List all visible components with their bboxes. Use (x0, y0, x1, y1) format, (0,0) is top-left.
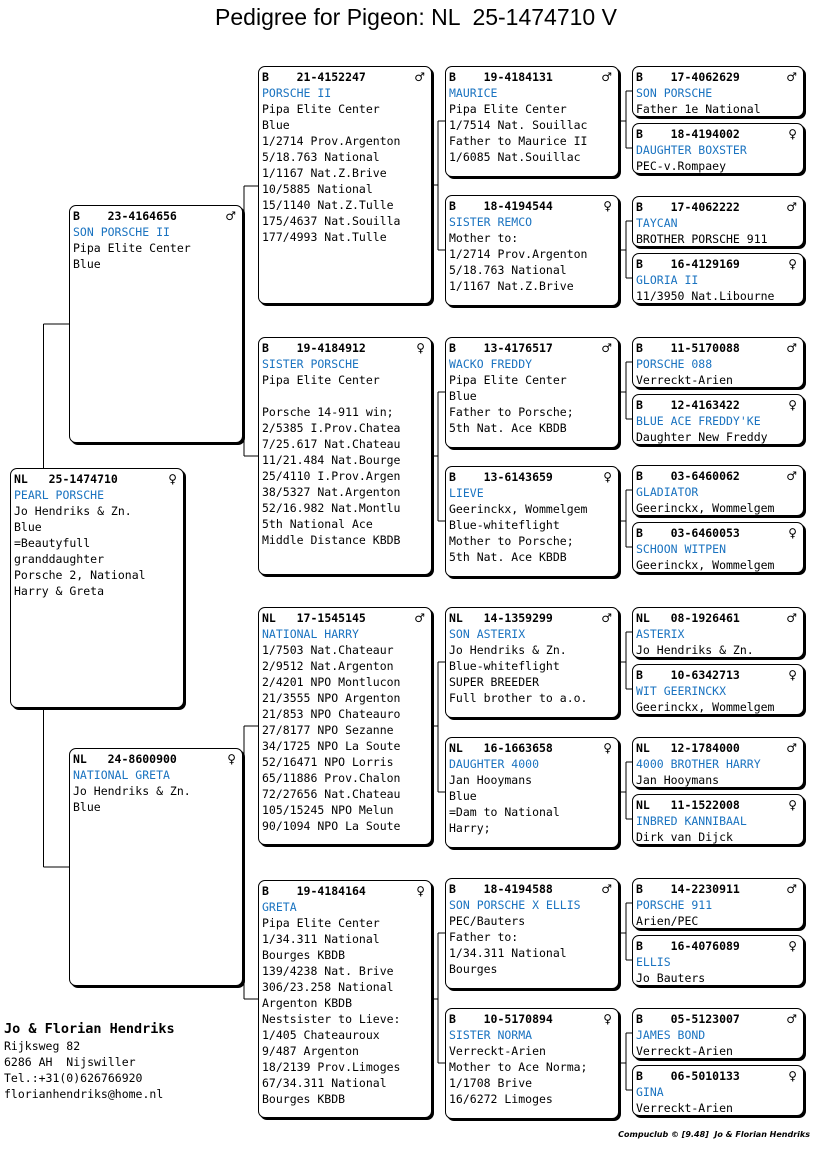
pigeon-ring-number (636, 1068, 800, 1084)
pigeon-ring: 13-4176517 (483, 341, 553, 355)
pigeon-name: INBRED KANNIBAAL (636, 814, 747, 828)
pigeon-ring-number (636, 667, 800, 683)
pigeon-info-line: Father to Maurice II (449, 134, 588, 148)
pigeon-country-code: B (636, 200, 643, 214)
pigeon-ring-number (73, 208, 239, 224)
male-symbol-icon: ♂ (786, 741, 797, 755)
pigeon-info-line: 15/1140 Nat.Z.Tulle (262, 198, 394, 212)
male-symbol-icon: ♂ (786, 882, 797, 896)
pigeon-country-code: B (449, 882, 456, 896)
pigeon-ring-number (636, 69, 800, 85)
pigeon-ring: 11-5170088 (670, 341, 740, 355)
pigeon-info-line: 52/16471 NPO Lorris (262, 755, 394, 769)
pigeon-ring-number (636, 797, 800, 813)
pigeon-info-line: Middle Distance KBDB (262, 533, 401, 547)
pigeon-country-code: B (73, 209, 80, 223)
pigeon-ring: 21-4152247 (296, 70, 366, 84)
pigeon-info-line: Harry; (449, 821, 491, 835)
pigeon-ring-number (262, 340, 428, 356)
male-symbol-icon: ♂ (786, 1012, 797, 1026)
pigeon-info-line: Pipa Elite Center (262, 373, 380, 387)
pigeon-info-line: Jo Bauters (636, 971, 706, 985)
pigeon-name: LIEVE (449, 486, 484, 500)
pigeon-info-line: Geerinckx, Wommelgem (636, 501, 775, 515)
pigeon-info-line: =Beautyfull (14, 536, 91, 550)
female-symbol-icon: ♀ (788, 668, 797, 682)
female-symbol-icon: ♀ (788, 526, 797, 540)
pigeon-info-line: Verreckt-Arien (636, 1044, 733, 1058)
pigeon-ring: 14-2230911 (670, 882, 740, 896)
pigeon-card-dds[interactable] (445, 878, 619, 989)
male-symbol-icon: ♂ (786, 200, 797, 214)
pigeon-ring-number (636, 199, 800, 215)
pigeon-name: 4000 BROTHER HARRY (636, 757, 761, 771)
pigeon-info-line: 177/4993 Nat.Tulle (262, 230, 387, 244)
pigeon-name: GRETA (262, 900, 297, 914)
male-symbol-icon: ♂ (601, 882, 612, 896)
pigeon-info-line: 1/1167 Nat.Z.Brive (449, 279, 574, 293)
pigeon-name: SON PORSCHE II (73, 225, 170, 239)
pigeon-info-line: Bourges (449, 962, 498, 976)
pigeon-info-line: Bourges KBDB (262, 1092, 346, 1106)
pigeon-name: SON PORSCHE X ELLIS (449, 898, 581, 912)
pigeon-ring-number (636, 468, 800, 484)
pigeon-info-line: Father 1e National (636, 102, 761, 116)
male-symbol-icon: ♂ (786, 70, 797, 84)
pigeon-country-code: NL (636, 741, 650, 755)
female-symbol-icon: ♀ (416, 341, 425, 355)
pigeon-name: TAYCAN (636, 216, 678, 230)
pigeon-info-line: =Dam to National (449, 805, 560, 819)
pigeon-name: JAMES BOND (636, 1028, 706, 1042)
pigeon-ring: 06-5010133 (670, 1069, 740, 1083)
pigeon-ring-number (636, 525, 800, 541)
pigeon-info-line: 34/1725 NPO La Soute (262, 739, 401, 753)
pigeon-info-line: 5th Nat. Ace KBDB (449, 421, 567, 435)
pigeon-name: DAUGHTER BOXSTER (636, 143, 747, 157)
pigeon-ring: 03-6460053 (670, 526, 740, 540)
pigeon-ring: 17-1545145 (296, 611, 366, 625)
pigeon-name: BLUE ACE FREDDY'KE (636, 414, 761, 428)
pigeon-ring-number (449, 340, 615, 356)
pigeon-info-line: PEC/Bauters (449, 914, 526, 928)
pigeon-country-code: B (262, 70, 269, 84)
female-symbol-icon: ♀ (788, 1069, 797, 1083)
pigeon-info-line: 5th National Ace (262, 517, 373, 531)
pigeon-card-ssds[interactable] (632, 196, 804, 247)
pigeon-country-code: B (636, 127, 643, 141)
pigeon-card-sss[interactable] (445, 66, 619, 177)
pigeon-country-code: B (636, 668, 643, 682)
pigeon-card-sssd[interactable] (632, 123, 804, 174)
pigeon-name: GINA (636, 1085, 664, 1099)
female-symbol-icon: ♀ (603, 470, 612, 484)
pigeon-info-line: 1/2714 Prov.Argenton (262, 134, 401, 148)
pigeon-ring-number (73, 751, 239, 767)
male-symbol-icon: ♂ (786, 611, 797, 625)
pigeon-name: PORSCHE 911 (636, 898, 713, 912)
pigeon-info-line: 5/18.763 National (262, 150, 380, 164)
pigeon-country-code: B (449, 470, 456, 484)
pigeon-info-line: 18/2139 Prov.Limoges (262, 1060, 401, 1074)
pigeon-country-code: B (636, 341, 643, 355)
pigeon-ring: 23-4164656 (107, 209, 177, 223)
pigeon-info-line: Geerinckx, Wommelgem (636, 700, 775, 714)
pigeon-card-dsds[interactable] (632, 737, 804, 788)
pigeon-info-line: Pipa Elite Center (262, 102, 380, 116)
pigeon-name: SISTER NORMA (449, 1028, 533, 1042)
pigeon-info-line: Blue (449, 389, 477, 403)
pigeon-info-line: Mother to: (449, 231, 519, 245)
pigeon-ring-number (449, 881, 615, 897)
pigeon-ring-number (636, 740, 800, 756)
pigeon-country-code: NL (73, 752, 87, 766)
pigeon-info-line: PEC-v.Rompaey (636, 159, 727, 173)
page-title: Pedigree for Pigeon: NL 25-1474710 V (215, 4, 617, 30)
pigeon-info-line (262, 388, 428, 404)
pigeon-card-sire[interactable] (69, 205, 243, 443)
pigeon-card-ss[interactable] (258, 66, 432, 304)
female-symbol-icon: ♀ (603, 1012, 612, 1026)
female-symbol-icon: ♀ (788, 939, 797, 953)
pigeon-ring: 18-4194002 (670, 127, 740, 141)
pigeon-name: WIT GEERINCKX (636, 684, 727, 698)
pigeon-info-line: 11/21.484 Nat.Bourge (262, 453, 401, 467)
pigeon-card-sdss[interactable] (632, 337, 804, 388)
pigeon-ring: 13-6143659 (483, 470, 553, 484)
pigeon-info-line: Nestsister to Lieve: (262, 1012, 401, 1026)
pigeon-card-sd[interactable] (258, 337, 432, 575)
pigeon-info-line: 16/6272 Limoges (449, 1092, 553, 1106)
pigeon-info-line: Arien/PEC (636, 914, 699, 928)
pigeon-info-line: 65/11886 Prov.Chalon (262, 771, 401, 785)
pigeon-country-code: B (636, 257, 643, 271)
pigeon-country-code: B (636, 70, 643, 84)
pigeon-info-line: 38/5327 Nat.Argenton (262, 485, 401, 499)
pigeon-info-line: 67/34.311 National (262, 1076, 387, 1090)
pigeon-info-line: 7/25.617 Nat.Chateau (262, 437, 401, 451)
pigeon-card-ddss[interactable] (632, 878, 804, 929)
pigeon-ring: 10-6342713 (670, 668, 740, 682)
pigeon-name: NATIONAL HARRY (262, 627, 359, 641)
female-symbol-icon: ♀ (603, 741, 612, 755)
pigeon-card-sds[interactable] (445, 337, 619, 448)
pigeon-ring-number (636, 397, 800, 413)
pigeon-card-sdd[interactable] (445, 466, 619, 577)
pigeon-info-line: 1/6085 Nat.Souillac (449, 150, 581, 164)
pigeon-info-line: Blue-whiteflight (449, 518, 560, 532)
pigeon-name: MAURICE (449, 86, 498, 100)
pigeon-country-code: B (636, 939, 643, 953)
pigeon-card-ssdd[interactable] (632, 253, 804, 304)
pigeon-ring: 14-1359299 (483, 611, 553, 625)
pigeon-info-line: Bourges KBDB (262, 948, 346, 962)
pigeon-info-line: Blue-whiteflight (449, 659, 560, 673)
pigeon-name: SON PORSCHE (636, 86, 713, 100)
pigeon-ring-number (262, 69, 428, 85)
pigeon-info-line: SUPER BREEDER (449, 675, 540, 689)
pigeon-info-line: Jan Hooymans (636, 773, 720, 787)
pigeon-ring: 24-8600900 (107, 752, 177, 766)
pigeon-country-code: NL (449, 741, 463, 755)
pigeon-card-dss[interactable] (445, 607, 619, 718)
pigeon-ring-number (636, 256, 800, 272)
pigeon-country-code: B (636, 469, 643, 483)
pigeon-country-code: B (449, 199, 456, 213)
pigeon-info-line: Blue (14, 520, 42, 534)
pigeon-card-ddsd[interactable] (632, 935, 804, 986)
pigeon-info-line: Pipa Elite Center (449, 373, 567, 387)
pigeon-info-line: 5th Nat. Ace KBDB (449, 550, 567, 564)
breeder-info (4, 1020, 175, 1102)
pigeon-info-line: Geerinckx, Wommelgem (449, 502, 588, 516)
pigeon-info-line: 25/4110 I.Prov.Argen (262, 469, 401, 483)
pigeon-ring: 05-5123007 (670, 1012, 740, 1026)
pigeon-info-line: 1/34.311 National (262, 932, 380, 946)
pigeon-info-line: 2/5385 I.Prov.Chatea (262, 421, 401, 435)
pigeon-name: GLORIA II (636, 273, 699, 287)
pigeon-card-sddd[interactable] (632, 522, 804, 573)
pigeon-info-line: Verreckt-Arien (636, 373, 733, 387)
pigeon-info-line: 1/7503 Nat.Chateaur (262, 643, 394, 657)
pigeon-ring: 10-5170894 (483, 1012, 553, 1026)
pigeon-info-line: Argenton KBDB (262, 996, 353, 1010)
breeder-email: florianhendriks@home.nl (4, 1087, 164, 1101)
pigeon-country-code: B (262, 884, 269, 898)
pigeon-info-line: 1/7514 Nat. Souillac (449, 118, 588, 132)
pigeon-ring: 16-1663658 (483, 741, 553, 755)
female-symbol-icon: ♀ (788, 798, 797, 812)
male-symbol-icon: ♂ (786, 341, 797, 355)
pigeon-info-line: 10/5885 National (262, 182, 373, 196)
pigeon-info-line: 27/8177 NPO Sezanne (262, 723, 394, 737)
pigeon-info-line: Father to Porsche; (449, 405, 574, 419)
pigeon-info-line: 1/405 Chateauroux (262, 1028, 380, 1042)
pigeon-ring-number (449, 198, 615, 214)
pigeon-country-code: B (262, 341, 269, 355)
pigeon-card-sdsd[interactable] (632, 394, 804, 445)
pigeon-country-code: B (449, 341, 456, 355)
pigeon-ring-number (636, 340, 800, 356)
pigeon-info-line: 21/853 NPO Chateauro (262, 707, 401, 721)
pigeon-info-line: BROTHER PORSCHE 911 (636, 232, 768, 246)
pigeon-country-code: B (636, 398, 643, 412)
breeder-phone: Tel.:+31(0)626766920 (4, 1071, 143, 1085)
male-symbol-icon: ♂ (601, 611, 612, 625)
pigeon-name: GLADIATOR (636, 485, 699, 499)
pigeon-name: ELLIS (636, 955, 671, 969)
pigeon-country-code: NL (262, 611, 276, 625)
male-symbol-icon: ♂ (414, 611, 425, 625)
male-symbol-icon: ♂ (601, 70, 612, 84)
pigeon-ring: 12-1784000 (670, 741, 740, 755)
pigeon-country-code: B (636, 1069, 643, 1083)
pigeon-info-line: 90/1094 NPO La Soute (262, 819, 401, 833)
pigeon-country-code: NL (636, 611, 650, 625)
pigeon-info-line: 1/1167 Nat.Z.Brive (262, 166, 387, 180)
pigeon-ring-number (262, 883, 428, 899)
pigeon-card-ds[interactable] (258, 607, 432, 845)
pigeon-info-line: Geerinckx, Wommelgem (636, 558, 775, 572)
pigeon-info-line: Father to: (449, 930, 519, 944)
pigeon-ring-number (262, 610, 428, 626)
pigeon-name: ASTERIX (636, 627, 685, 641)
pigeon-card-dam[interactable] (69, 748, 243, 986)
pigeon-ring-number (449, 469, 615, 485)
pigeon-card-dsss[interactable] (632, 607, 804, 658)
pigeon-country-code: B (636, 526, 643, 540)
pigeon-ring: 18-4194588 (483, 882, 553, 896)
pigeon-ring: 03-6460062 (670, 469, 740, 483)
pigeon-card-dddd[interactable] (632, 1065, 804, 1116)
pigeon-info-line: 2/4201 NPO Montlucon (262, 675, 401, 689)
pigeon-info-line: 1/34.311 National (449, 946, 567, 960)
pigeon-info-line: Daughter New Freddy (636, 430, 768, 444)
pigeon-info-line: Blue (73, 800, 101, 814)
pigeon-card-sdds[interactable] (632, 465, 804, 516)
pigeon-ring: 17-4062222 (670, 200, 740, 214)
pigeon-country-code: B (449, 1012, 456, 1026)
pigeon-info-line: Jo Hendriks & Zn. (449, 643, 567, 657)
pigeon-ring-number (636, 881, 800, 897)
pigeon-info-line: 1/2714 Prov.Argenton (449, 247, 588, 261)
pigeon-card-ssss[interactable] (632, 66, 804, 117)
pigeon-ring-number (449, 610, 615, 626)
pigeon-country-code: B (636, 882, 643, 896)
pigeon-country-code: NL (14, 472, 28, 486)
pigeon-name: SON ASTERIX (449, 627, 526, 641)
pigeon-info-line: Jo Hendriks & Zn. (73, 784, 191, 798)
pigeon-info-line: granddaughter (14, 552, 105, 566)
pigeon-info-line: Pipa Elite Center (73, 241, 191, 255)
breeder-address-line: Rijksweg 82 (4, 1039, 81, 1053)
pigeon-country-code: NL (449, 611, 463, 625)
pigeon-ring-number (449, 69, 615, 85)
pigeon-ring-number (449, 740, 615, 756)
male-symbol-icon: ♂ (414, 70, 425, 84)
pigeon-name: NATIONAL GRETA (73, 768, 170, 782)
pigeon-info-line: Verreckt-Arien (449, 1044, 546, 1058)
pigeon-card-ssd[interactable] (445, 195, 619, 306)
pigeon-info-line: 1/1708 Brive (449, 1076, 533, 1090)
male-symbol-icon: ♂ (225, 209, 236, 223)
pigeon-card-dssd[interactable] (632, 664, 804, 715)
pigeon-name: PORSCHE II (262, 86, 332, 100)
pigeon-info-line: Jan Hooymans (449, 773, 533, 787)
pigeon-name: SISTER PORSCHE (262, 357, 359, 371)
pigeon-card-main[interactable] (10, 468, 184, 708)
breeder-postcode-line: 6286 AH Nijswiller (4, 1055, 136, 1069)
pigeon-info-line: 306/23.258 National (262, 980, 394, 994)
pigeon-card-dd[interactable] (258, 880, 432, 1118)
pigeon-name: SCHOON WITPEN (636, 542, 727, 556)
pigeon-ring-number (636, 1011, 800, 1027)
pigeon-info-line: Full brother to a.o. (449, 691, 588, 705)
pigeon-info-line: 52/16.982 Nat.Montlu (262, 501, 401, 515)
pigeon-info-line: Dirk van Dijck (636, 830, 733, 844)
pigeon-info-line: Blue (73, 257, 101, 271)
pigeon-ring: 19-4184131 (483, 70, 553, 84)
pigeon-card-dsdd[interactable] (632, 794, 804, 845)
pigeon-ring: 18-4194544 (483, 199, 553, 213)
pigeon-ring: 25-1474710 (48, 472, 118, 486)
pigeon-country-code: B (449, 70, 456, 84)
pigeon-card-ddd[interactable] (445, 1008, 619, 1119)
female-symbol-icon: ♀ (416, 884, 425, 898)
pigeon-info-line: Porsche 2, National (14, 568, 146, 582)
pigeon-info-line: 9/487 Argenton (262, 1044, 359, 1058)
pigeon-info-line: Harry & Greta (14, 584, 105, 598)
female-symbol-icon: ♀ (168, 472, 177, 486)
male-symbol-icon: ♂ (786, 469, 797, 483)
pigeon-ring-number (636, 610, 800, 626)
female-symbol-icon: ♀ (788, 257, 797, 271)
pigeon-ring: 11-1522008 (670, 798, 740, 812)
pigeon-name: PEARL PORSCHE (14, 488, 105, 502)
pigeon-info-line: 11/3950 Nat.Libourne (636, 289, 775, 303)
pigeon-ring: 19-4184912 (296, 341, 366, 355)
footer-credit: Compuclub © [9.48] Jo & Florian Hendriks (618, 1130, 810, 1139)
pigeon-ring: 17-4062629 (670, 70, 740, 84)
breeder-name: Jo & Florian Hendriks (4, 1021, 175, 1037)
pigeon-ring: 08-1926461 (670, 611, 740, 625)
pigeon-name: PORSCHE 088 (636, 357, 713, 371)
pigeon-info-line: 2/9512 Nat.Argenton (262, 659, 394, 673)
male-symbol-icon: ♂ (601, 341, 612, 355)
pigeon-ring-number (636, 938, 800, 954)
female-symbol-icon: ♀ (227, 752, 236, 766)
pigeon-ring: 19-4184164 (296, 884, 366, 898)
pigeon-info-line: Porsche 14-911 win; (262, 405, 394, 419)
female-symbol-icon: ♀ (788, 398, 797, 412)
pigeon-ring: 16-4129169 (670, 257, 740, 271)
pigeon-info-line: 105/15245 NPO Melun (262, 803, 394, 817)
pigeon-card-ddds[interactable] (632, 1008, 804, 1059)
pigeon-ring-number (636, 126, 800, 142)
pigeon-info-line: Blue (449, 789, 477, 803)
female-symbol-icon: ♀ (603, 199, 612, 213)
pigeon-info-line: Pipa Elite Center (449, 102, 567, 116)
pigeon-info-line: Blue (262, 118, 290, 132)
pigeon-info-line: Jo Hendriks & Zn. (14, 504, 132, 518)
pigeon-info-line: 5/18.763 National (449, 263, 567, 277)
pigeon-card-dsd[interactable] (445, 737, 619, 848)
pigeon-name: WACKO FREDDY (449, 357, 533, 371)
pigeon-country-code: NL (636, 798, 650, 812)
pigeon-ring-number (449, 1011, 615, 1027)
pigeon-info-line: Jo Hendriks & Zn. (636, 643, 754, 657)
pigeon-ring: 12-4163422 (670, 398, 740, 412)
pigeon-country-code: B (636, 1012, 643, 1026)
pigeon-info-line: Pipa Elite Center (262, 916, 380, 930)
pigeon-info-line: 139/4238 Nat. Brive (262, 964, 394, 978)
pigeon-ring: 16-4076089 (670, 939, 740, 953)
pigeon-ring-number (14, 471, 180, 487)
pigeon-info-line: 72/27656 Nat.Chateau (262, 787, 401, 801)
pigeon-info-line: Mother to Porsche; (449, 534, 574, 548)
pigeon-info-line: Mother to Ace Norma; (449, 1060, 588, 1074)
pigeon-name: DAUGHTER 4000 (449, 757, 540, 771)
pigeon-info-line: 175/4637 Nat.Souilla (262, 214, 401, 228)
pigeon-name: SISTER REMCO (449, 215, 533, 229)
female-symbol-icon: ♀ (788, 127, 797, 141)
pigeon-info-line: Verreckt-Arien (636, 1101, 733, 1115)
pigeon-info-line: 21/3555 NPO Argenton (262, 691, 401, 705)
